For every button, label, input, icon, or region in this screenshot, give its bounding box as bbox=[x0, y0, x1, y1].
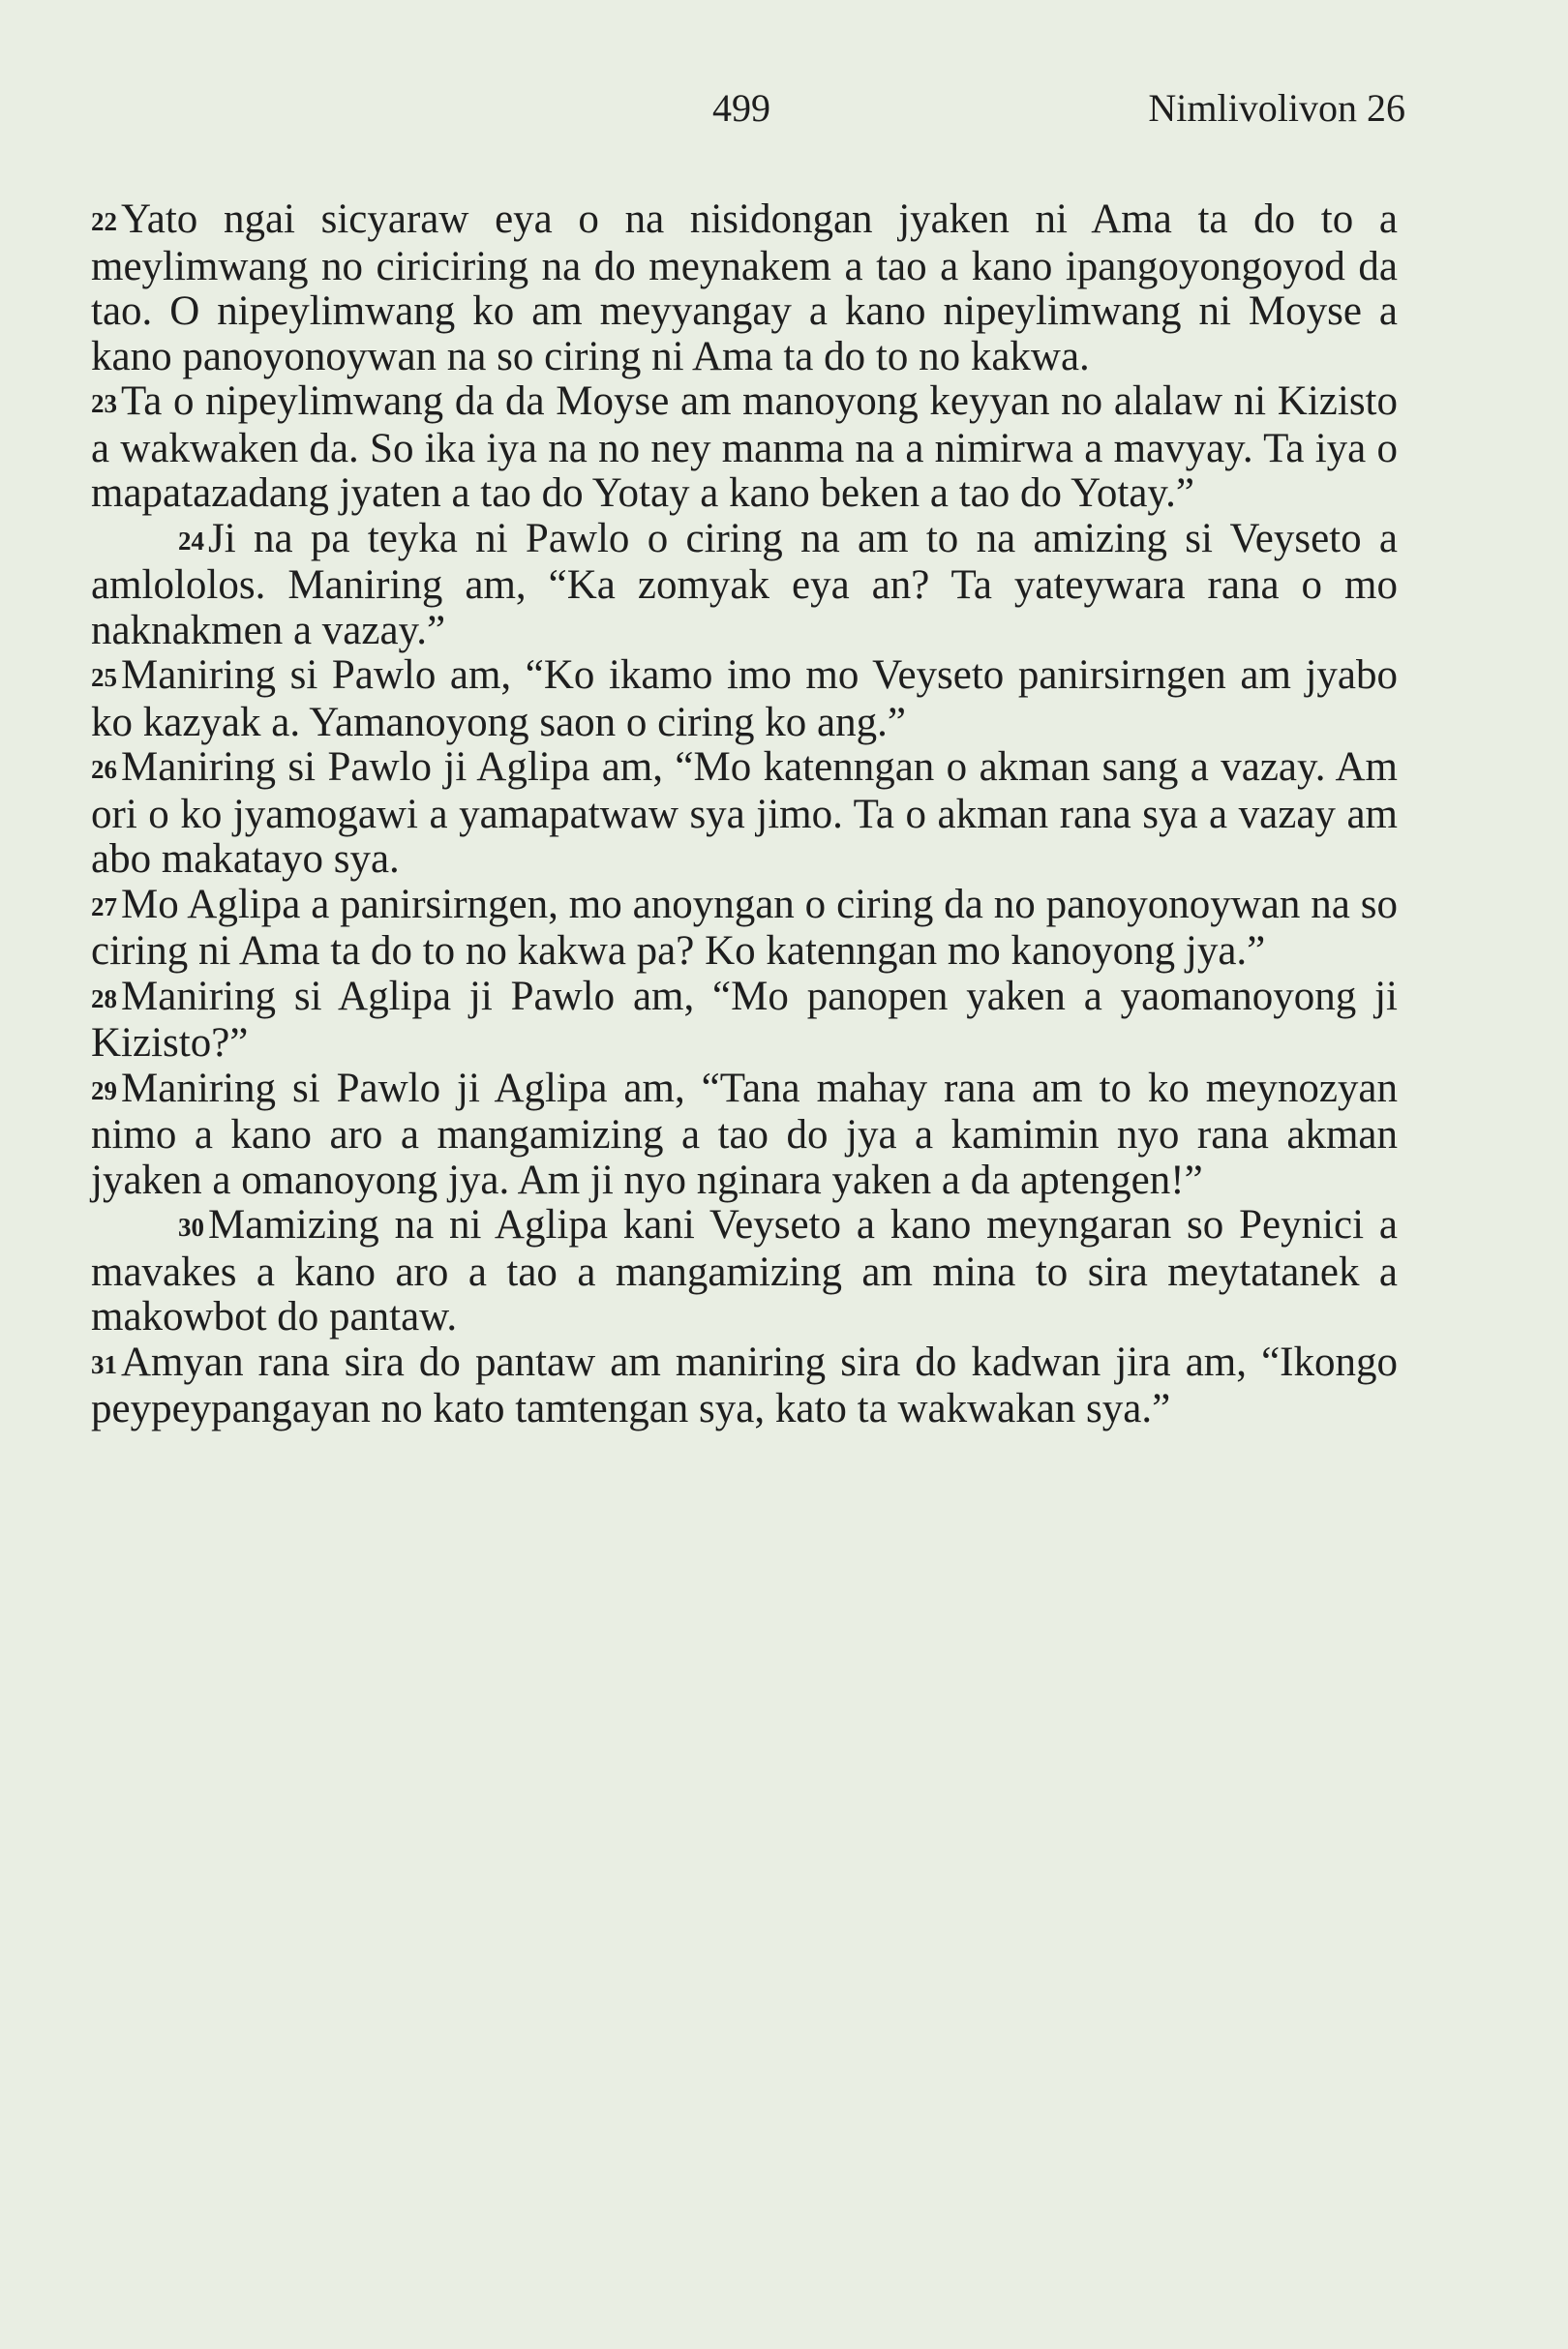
verse-text: Mamizing na ni Aglipa kani Veyseto a kano meyngaran so Peynici a mavakes a kano aro a tao a mangamizing am mina to sira meytatanek a makowbot do pantaw. bbox=[91, 1202, 1398, 1340]
verse-number: 25 bbox=[91, 663, 117, 692]
verse-text: Mo Aglipa a panirsirngen, mo anoyngan o ciring da no panoyonoywan na so ciring ni Ama ta do to no kakwa pa? Ko katenngan mo kanoyong jya.” bbox=[91, 881, 1398, 974]
verse bbox=[91, 745, 1398, 883]
verse bbox=[91, 379, 1398, 517]
page-header bbox=[93, 85, 1405, 134]
verse-number: 29 bbox=[91, 1075, 117, 1105]
verse-text: Ji na pa teyka ni Pawlo o ciring na am to na amizing si Veyseto a amlololos. Maniring am, “Ka zomyak eya an? Ta yateywara rana o mo naknakmen a vazay.” bbox=[91, 515, 1398, 653]
verse-text: Maniring si Pawlo ji Aglipa am, “Tana mahay rana am to ko meynozyan nimo a kano aro a mangamizing a tao do jya a kamimin nyo rana akman jyaken a omanoyong jya. Am ji nyo nginara yaken a da aptengen!” bbox=[91, 1065, 1398, 1203]
verse-number: 31 bbox=[91, 1349, 117, 1379]
verse-text: Maniring si Pawlo ji Aglipa am, “Mo katenngan o akman sang a vazay. Am ori o ko jyamogawi a yamapatwaw sya jimo. Ta o akman rana sya a vazay am abo makatayo sya. bbox=[91, 744, 1398, 882]
verse bbox=[91, 1340, 1398, 1432]
verse bbox=[91, 517, 1398, 654]
page-number: 499 bbox=[712, 86, 770, 130]
verse bbox=[91, 197, 1398, 379]
verse-text: Maniring si Pawlo am, “Ko ikamo imo mo Veyseto panirsirngen am jyabo ko kazyak a. Yamanoyong saon o ciring ko ang.” bbox=[91, 652, 1398, 745]
verse-number: 27 bbox=[91, 891, 117, 921]
verse-number: 30 bbox=[178, 1213, 204, 1242]
verse-number: 26 bbox=[91, 755, 117, 784]
verse bbox=[91, 883, 1398, 975]
verse-number: 28 bbox=[91, 983, 117, 1013]
verse-number: 22 bbox=[91, 207, 117, 236]
verse-text: Maniring si Aglipa ji Pawlo am, “Mo panopen yaken a yaomanoyong ji Kizisto?” bbox=[91, 973, 1398, 1066]
verse bbox=[91, 975, 1398, 1067]
verse-text: Ta o nipeylimwang da da Moyse am manoyong keyyan no alalaw ni Kizisto a wakwaken da. So ika iya na no ney manma na a nimirwa a mavyay. Ta iya o mapatazadang jyaten a tao do Yotay a kano beken a tao do Yotay.” bbox=[91, 378, 1398, 516]
verse-text: Amyan rana sira do pantaw am maniring sira do kadwan jira am, “Ikongo peypeypangayan no kato tamtengan sya, kato ta wakwakan sya.” bbox=[91, 1339, 1398, 1431]
verse-number: 24 bbox=[178, 526, 204, 556]
verse bbox=[91, 653, 1398, 745]
verse bbox=[91, 1203, 1398, 1340]
running-head: Nimlivolivon 26 bbox=[1148, 86, 1405, 130]
page-body bbox=[91, 197, 1398, 1432]
verse bbox=[91, 1067, 1398, 1204]
verse-text: Yato ngai sicyaraw eya o na nisidongan jyaken ni Ama ta do to a meylimwang no ciriciring na do meynakem a tao a kano ipangoyongoyod da tao. O nipeylimwang ko am meyyangay a kano nipeylimwang ni Moyse a kano panoyonoywan na so ciring ni Ama ta do to no kakwa. bbox=[91, 196, 1398, 379]
verse-number: 23 bbox=[91, 389, 117, 418]
